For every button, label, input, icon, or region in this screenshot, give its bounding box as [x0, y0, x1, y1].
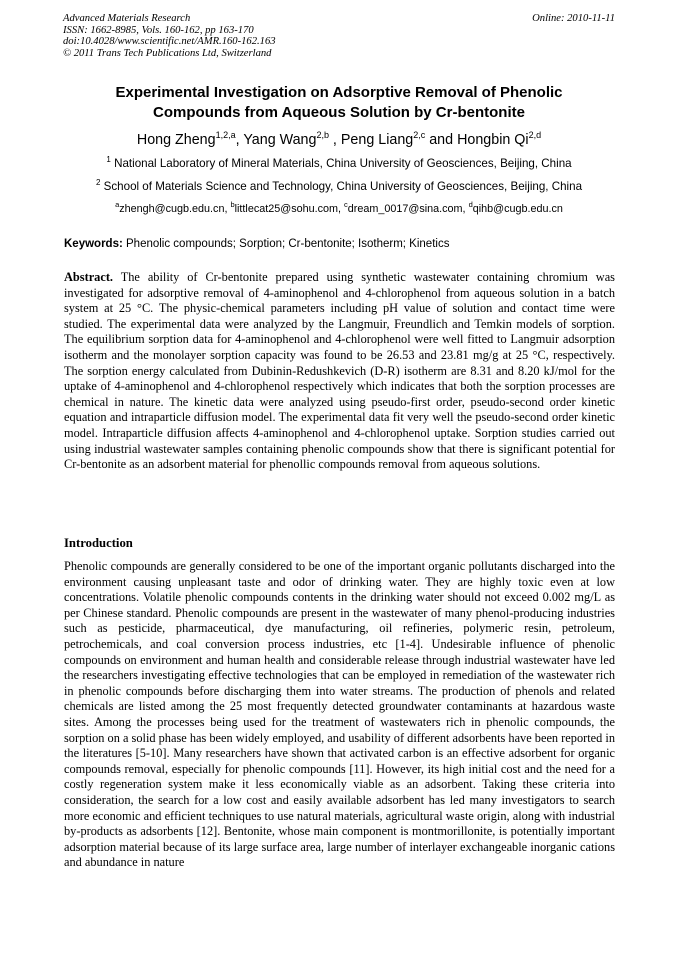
- email-address: zhengh@cugb.edu.cn,: [119, 203, 228, 215]
- email-label: d: [468, 200, 473, 209]
- email-address: littlecat25@sohu.com,: [234, 203, 342, 215]
- email-address: dream_0017@sina.com,: [347, 203, 466, 215]
- abstract-label: Abstract.: [64, 270, 114, 284]
- author-separator: ,: [328, 132, 337, 148]
- email-label: a: [115, 200, 120, 209]
- title-line-2: Compounds from Aqueous Solution by Cr-bentonite: [153, 104, 525, 121]
- journal-copyright: © 2011 Trans Tech Publications Ltd, Switzerland: [63, 47, 272, 59]
- journal-doi: doi:10.4028/www.scientific.net/AMR.160-162.163: [63, 36, 276, 48]
- journal-header: [63, 13, 615, 59]
- affiliation-2: [64, 180, 614, 194]
- abstract-text: The ability of Cr-bentonite prepared using synthetic wastewater containing chromium was investigated for adsorptive removal of 4-aminophenol and 4-chlorophenol from aqueous solution in a batch system at 25 °C. The physic-chemical parameters including pH value of solution and contact time were studied. The experimental data were analyzed by the Langmuir, Freundlich and Temkin models of sorption. The equilibrium sorption data for 4-aminophenol and 4-chlorophenol were well fitted to Langmuir adsorption isotherm and the monolayer sorption capacity was found to be 26.53 and 23.81 mg/g at 25 °C, respectively. The sorption energy calculated from Dubinin-Redushkevich (D-R) isotherm are 8.31 and 8.20 kJ/mol for the uptake of 4-aminophenol and 4-chlorophenol respectively which indicates that both the sorption processes are chemical in nature. The kinetic data were analyzed using pseudo-first order, pseudo-second order kinetic equation and intraparticle diffusion model. The experimental data fit very well the pseudo-second order kinetic model. Intraparticle diffusion affects 4-aminophenol and 4-chlorophenol uptake. Sorption studies carried out using industrial wastewater samples containing phenolic compounds show that there is significant potential for Cr-bentonite as an adsorbent material for phenollic compounds removal from aqueous solutions.: [64, 270, 615, 472]
- email-label: b: [230, 200, 235, 209]
- online-date: Online: 2010-11-11: [532, 13, 615, 24]
- email-address: qihb@cugb.edu.cn: [472, 203, 563, 215]
- journal-name: Advanced Materials Research: [63, 13, 191, 24]
- keywords-label: Keywords:: [64, 238, 123, 250]
- affiliation-number: 2: [95, 178, 101, 187]
- author-emails: [64, 202, 614, 216]
- author-list: [64, 131, 614, 149]
- author-superscript: 1,2,a: [215, 130, 236, 140]
- author-name: Hongbin Qi: [457, 132, 529, 148]
- affiliation-1: [64, 157, 614, 171]
- author-superscript: 2,c: [413, 130, 426, 140]
- author-name: Hong Zheng: [136, 132, 216, 148]
- author-superscript: 2,b: [316, 130, 329, 140]
- introduction-paragraph: Phenolic compounds are generally considered to be one of the important organic pollutants discharged into the environment causing unpleasant taste and odor of drinking water. They are highly toxic even at low concentrations. Volatile phenolic compounds contents in the drinking water should not exceed 0.002 mg/L as per Chinese standard. Phenolic compounds are present in the wastewater of many phenol-producing industries such as pesticide, pharmaceutical, dye manufacturing, oil refineries, polymeric resin, petroleum, petrochemicals, and coal conversion process industries, etc [1-4]. Undesirable influence of phenolic compounds on environment and human health and considerable release through industrial wastewater have led the researchers investigating effective technologies that can be employed in remediation of the wastewater rich in phenolic compounds before discharging them into water streams. The production of phenols and related chemicals are listed among the 25 most frequently detected groundwater contaminants at hazardous waste sites. Among the processes being used for the treatment of wastewaters rich in phenolic compounds, the sorption on a solid phase has been widely employed, and usability of different adsorbents have been reported in the literatures [5-10]. Many researchers have shown that activated carbon is an effective adsorbent for organic compounds removal, especially for phenolic compounds [11]. However, its high initial cost and the need for a costly regeneration system make it less economically viable as an adsorbent. Taking these criteria into consideration, the search for a low cost and easily available adsorbent has led many investigators to search more economic and efficient techniques to use natural materials, agricultural waste origin, along with industrial by-products as adsorbents [12]. Bentonite, whose main component is montmorillonite, is potentially important adsorption material because of its large surface area, large number of interlayer exchangeable inorganic cations and abundance in nature: [64, 559, 615, 870]
- keywords-text: Phenolic compounds; Sorption; Cr-bentonite; Isotherm; Kinetics: [126, 238, 450, 250]
- paper-title: [64, 83, 614, 123]
- keywords-line: [64, 237, 614, 251]
- affiliation-text: School of Materials Science and Technology, China University of Geosciences, Beijing, China: [103, 180, 583, 193]
- affiliation-text: National Laboratory of Mineral Materials, China University of Geosciences, Beijing, China: [114, 157, 572, 170]
- title-line-1: Experimental Investigation on Adsorptive Removal of Phenolic: [115, 84, 563, 101]
- abstract: [64, 270, 615, 473]
- introduction-text: [64, 559, 615, 871]
- section-heading-introduction: Introduction: [64, 536, 133, 550]
- email-label: c: [344, 200, 348, 209]
- author-name: Yang Wang: [243, 132, 317, 148]
- journal-issn: ISSN: 1662-8985, Vols. 160-162, pp 163-170: [63, 24, 254, 36]
- author-name: Peng Liang: [340, 132, 414, 148]
- author-separator: and: [425, 132, 454, 148]
- author-superscript: 2,d: [528, 130, 542, 140]
- author-separator: ,: [235, 132, 240, 148]
- affiliation-number: 1: [106, 155, 111, 164]
